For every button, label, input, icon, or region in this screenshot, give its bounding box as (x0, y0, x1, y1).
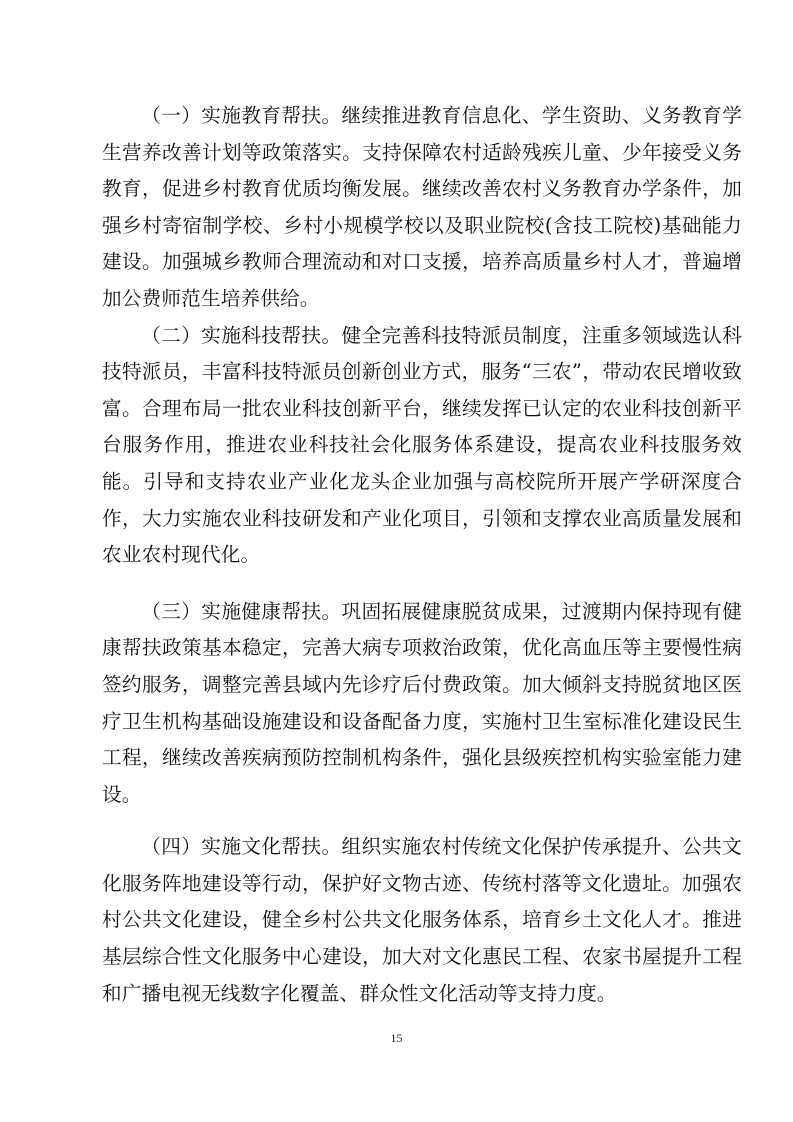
paragraph-culture-assistance: （四）实施文化帮扶。组织实施农村传统文化保护传承提升、公共文化服务阵地建设等行动，保护好文物古迹、传统村落等文化遗址。加强农村公共文化建设，健全乡村公共文化服务体系，培育乡土文化人才。推进基层综合性文化服务中心建设，加大对文化惠民工程、农家书屋提升工程和广播电视无线数字化覆盖、群众性文化活动等支持力度。 (102, 835, 742, 1005)
document-body (102, 98, 742, 1012)
paragraph-technology-assistance: （二）实施科技帮扶。健全完善科技特派员制度，注重多领域选认科技特派员，丰富科技特派员创新创业方式，服务“三农”，带动农民增收致富。合理布局一批农业科技创新平台，继续发挥已认定的农业科技创新平台服务作用，推进农业科技社会化服务体系建设，提高农业科技服务效能。引导和支持农业产业化龙头企业加强与高校院所开展产学研深度合作，大力实施农业科技研发和产业化项目，引领和支撑农业高质量发展和农业农村现代化。 (102, 323, 742, 567)
paragraph-education-assistance: （一）实施教育帮扶。继续推进教育信息化、学生资助、义务教育学生营养改善计划等政策落实。支持保障农村适龄残疾儿童、少年接受义务教育，促进乡村教育优质均衡发展。继续改善农村义务教育办学条件，加强乡村寄宿制学校、乡村小规模学校以及职业院校(含技工院校)基础能力建设。加强城乡教师合理流动和对口支援，培养高质量乡村人才，普遍增加公费师范生培养供给。 (102, 104, 742, 310)
paragraph-health-assistance: （三）实施健康帮扶。巩固拓展健康脱贫成果，过渡期内保持现有健康帮扶政策基本稳定，完善大病专项救治政策，优化高血压等主要慢性病签约服务，调整完善县域内先诊疗后付费政策。加大倾斜支持脱贫地区医疗卫生机构基础设施建设和设备配备力度，实施村卫生室标准化建设民生工程，继续改善疾病预防控制机构条件，强化县级疾控机构实验室能力建设。 (102, 599, 742, 806)
page-number: 15 (390, 1031, 403, 1045)
